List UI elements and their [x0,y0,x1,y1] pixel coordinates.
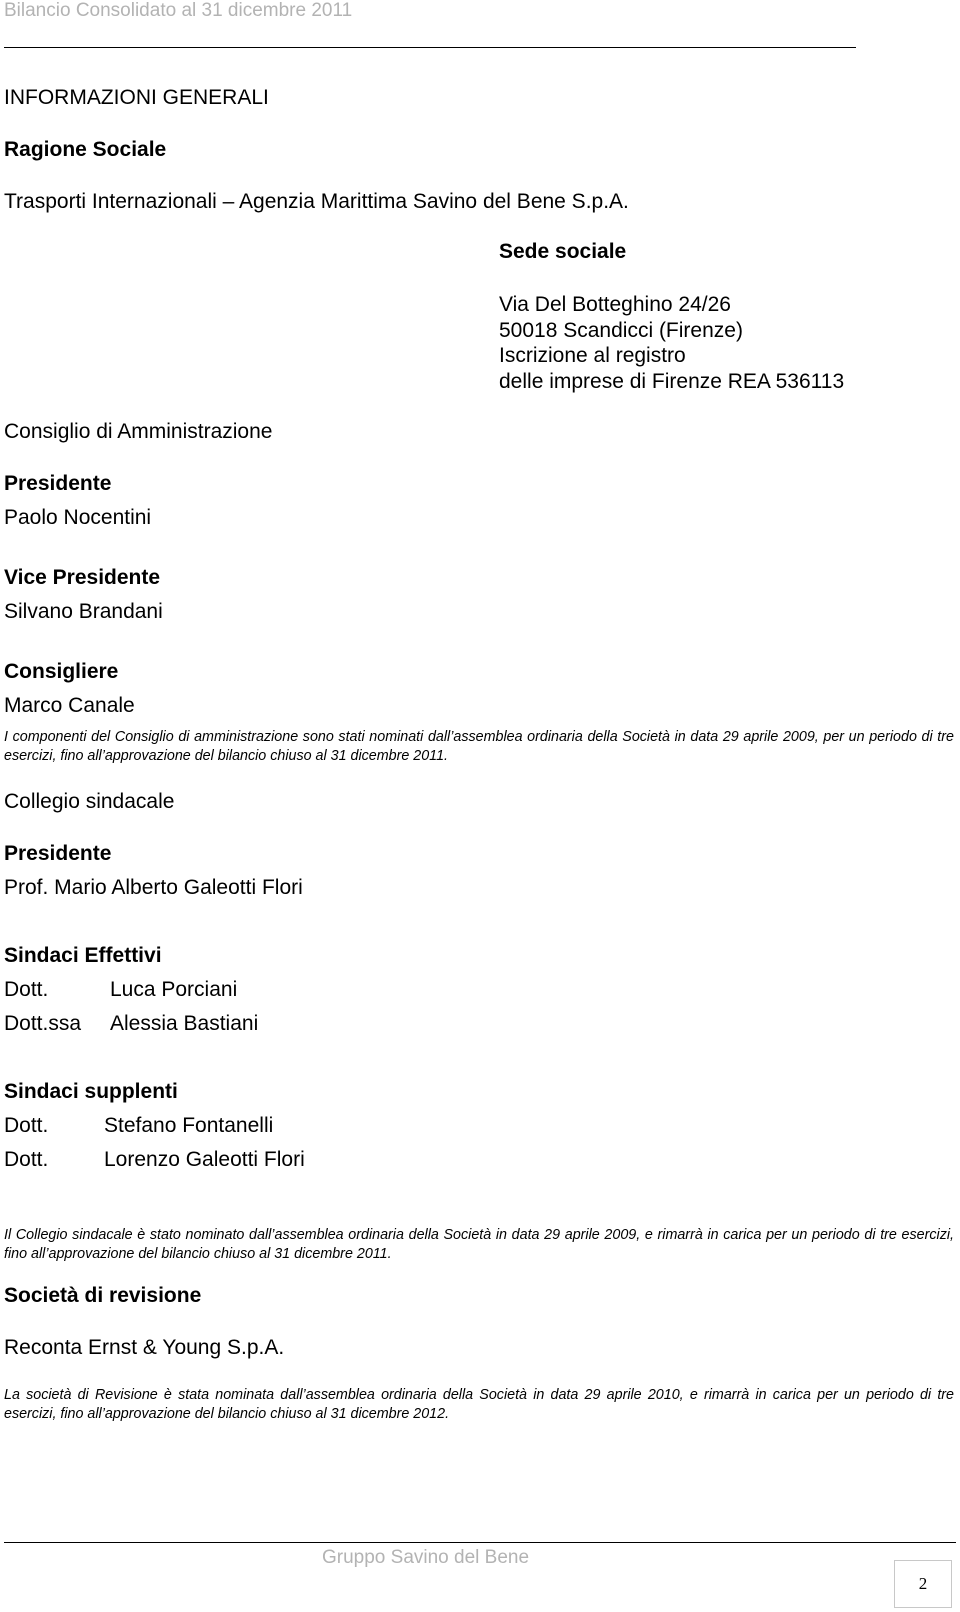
revision-title: Società di revisione [4,1284,202,1307]
sede-label: Sede sociale [499,240,627,263]
sede-line-3: Iscrizione al registro [499,344,686,367]
board-councillor-label: Consigliere [4,660,119,683]
footer-divider [4,1542,956,1543]
sede-line-4: delle imprese di Firenze REA 536113 [499,369,845,393]
substitute-auditor-1-name: Stefano Fontanelli [104,1114,274,1137]
effective-auditor-2 [4,1012,258,1036]
board-title: Consiglio di Amministrazione [4,420,273,443]
header-divider [4,47,856,48]
board-vice-label: Vice Presidente [4,566,161,589]
page-number: 2 [894,1560,952,1608]
ragione-sociale-label: Ragione Sociale [4,138,167,161]
effective-auditor-2-title: Dott.ssa [4,1012,82,1035]
sede-address [499,292,844,394]
substitute-auditor-2-title: Dott. [4,1148,49,1171]
board-councillor-name: Marco Canale [4,694,135,717]
board-note: I componenti del Consiglio di amministrazione sono stati nominati dall’assemblea ordinaria della Società in data 29 aprile 2009, per un periodo di tre esercizi, fino all’approvazione del bilancio chiuso al 31 dicembre 2011. [4,729,954,764]
effective-auditor-1-name: Luca Porciani [110,978,238,1001]
footer-text: Gruppo Savino del Bene [322,1547,530,1568]
substitute-auditors-label: Sindaci supplenti [4,1080,178,1103]
auditors-title: Collegio sindacale [4,790,175,813]
effective-auditor-1 [4,978,237,1002]
effective-auditor-2-name: Alessia Bastiani [110,1012,259,1035]
auditors-note: Il Collegio sindacale è stato nominato dall’assemblea ordinaria della Società in data 29 aprile 2009, e rimarrà in carica per un periodo di tre esercizi, fino all’approvazione del bilancio chiuso al 31 dicembre 2011. [4,1227,954,1262]
header-title: Bilancio Consolidato al 31 dicembre 2011 [4,0,353,21]
sede-line-2: 50018 Scandicci (Firenze) [499,318,743,342]
substitute-auditor-1 [4,1114,273,1138]
effective-auditors-label: Sindaci Effettivi [4,944,162,967]
ragione-sociale-value: Trasporti Internazionali – Agenzia Marittima Savino del Bene S.p.A. [4,190,629,213]
substitute-auditor-1-title: Dott. [4,1114,49,1137]
substitute-auditor-2 [4,1148,305,1172]
sede-line-1: Via Del Botteghino 24/26 [499,293,731,316]
general-info-title: INFORMAZIONI GENERALI [4,86,269,109]
revision-note: La società di Revisione è stata nominata dall’assemblea ordinaria della Società in data 29 aprile 2010, e rimarrà in carica per un periodo di tre esercizi, fino all’approvazione del bilancio chiuso al 31 dicembre 2012. [4,1387,954,1422]
substitute-auditor-2-name: Lorenzo Galeotti Flori [104,1148,305,1171]
board-president-name: Paolo Nocentini [4,506,152,529]
auditors-president-name: Prof. Mario Alberto Galeotti Flori [4,876,303,899]
revision-company: Reconta Ernst & Young S.p.A. [4,1336,285,1359]
board-president-label: Presidente [4,472,112,495]
effective-auditor-1-title: Dott. [4,978,49,1001]
auditors-president-label: Presidente [4,842,112,865]
board-vice-name: Silvano Brandani [4,600,163,623]
